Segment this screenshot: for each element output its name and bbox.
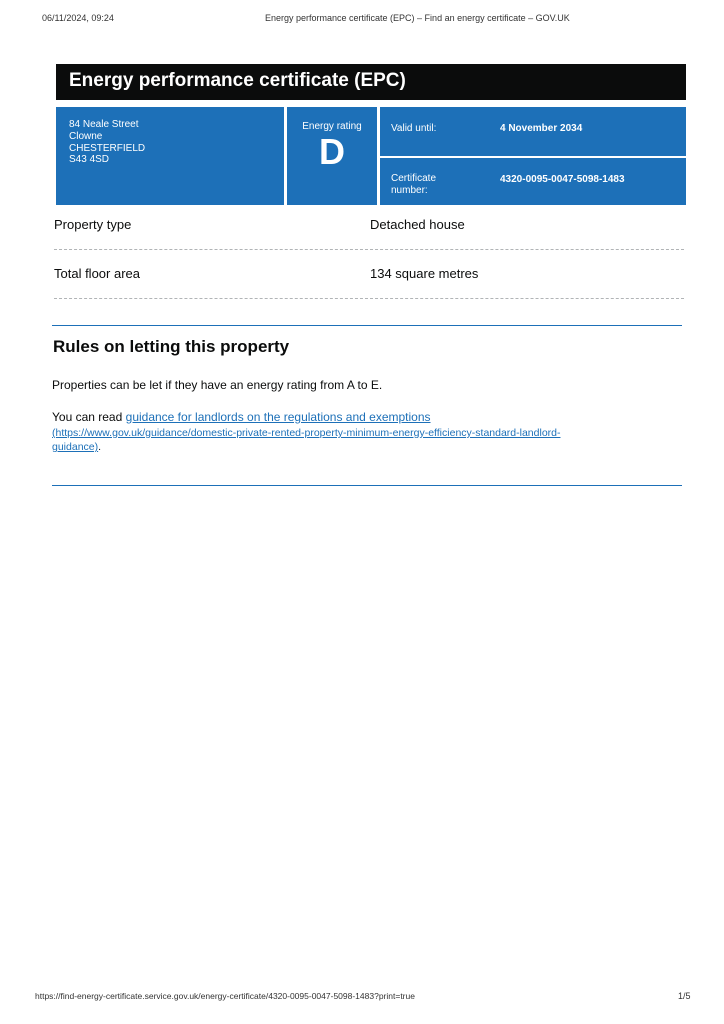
certificate-title: Energy performance certificate (EPC) [69,70,406,91]
guidance-url-line-2[interactable]: guidance) [52,441,99,453]
address-line-2: Clowne [69,130,103,142]
landlord-guidance-link[interactable]: guidance for landlords on the regulations and exemptions [125,410,431,424]
landlord-guidance-paragraph [52,410,677,425]
certificate-title-banner [56,64,686,100]
valid-until-label: Valid until: [391,123,437,134]
landlord-guidance-url [52,426,692,454]
print-date: 06/11/2024, 09:24 [42,13,114,23]
page-number: 1/5 [678,991,691,1001]
letting-rules-text: Properties can be let if they have an energy rating from A to E. [52,378,383,392]
valid-until-value: 4 November 2034 [500,123,583,134]
letting-rules-heading: Rules on letting this property [53,337,290,356]
property-type-label: Property type [54,217,132,232]
floor-area-value: 134 square metres [370,266,479,281]
property-type-value: Detached house [370,217,465,232]
row-divider [54,249,684,250]
guidance-url-line-1[interactable]: (https://www.gov.uk/guidance/domestic-private-rented-property-minimum-energy-efficiency-standard-landlord- [52,427,561,439]
certificate-number-value: 4320-0095-0047-5098-1483 [500,174,625,185]
energy-rating-value: D [319,131,345,172]
section-divider [52,485,682,486]
valid-until-panel [380,107,686,156]
row-divider [54,298,684,299]
floor-area-label: Total floor area [54,266,140,281]
certificate-number-label-1: Certificate [391,173,437,184]
guidance-prefix: You can read [52,410,123,424]
certificate-number-panel [380,158,686,205]
address-panel [56,107,284,205]
print-footer-url: https://find-energy-certificate.service.gov.uk/energy-certificate/4320-0095-0047-5098-1483?print=true [35,991,415,1001]
guidance-suffix: . [98,441,102,453]
print-page-title: Energy performance certificate (EPC) – Find an energy certificate – GOV.UK [265,13,570,23]
address-postcode: S43 4SD [69,154,110,166]
address-line-3: CHESTERFIELD [69,142,146,154]
section-divider [52,325,682,326]
certificate-number-label-2: number: [391,185,428,196]
energy-rating-label: Energy rating [302,121,362,132]
energy-rating-panel [287,107,377,205]
address-line-1: 84 Neale Street [69,119,139,130]
